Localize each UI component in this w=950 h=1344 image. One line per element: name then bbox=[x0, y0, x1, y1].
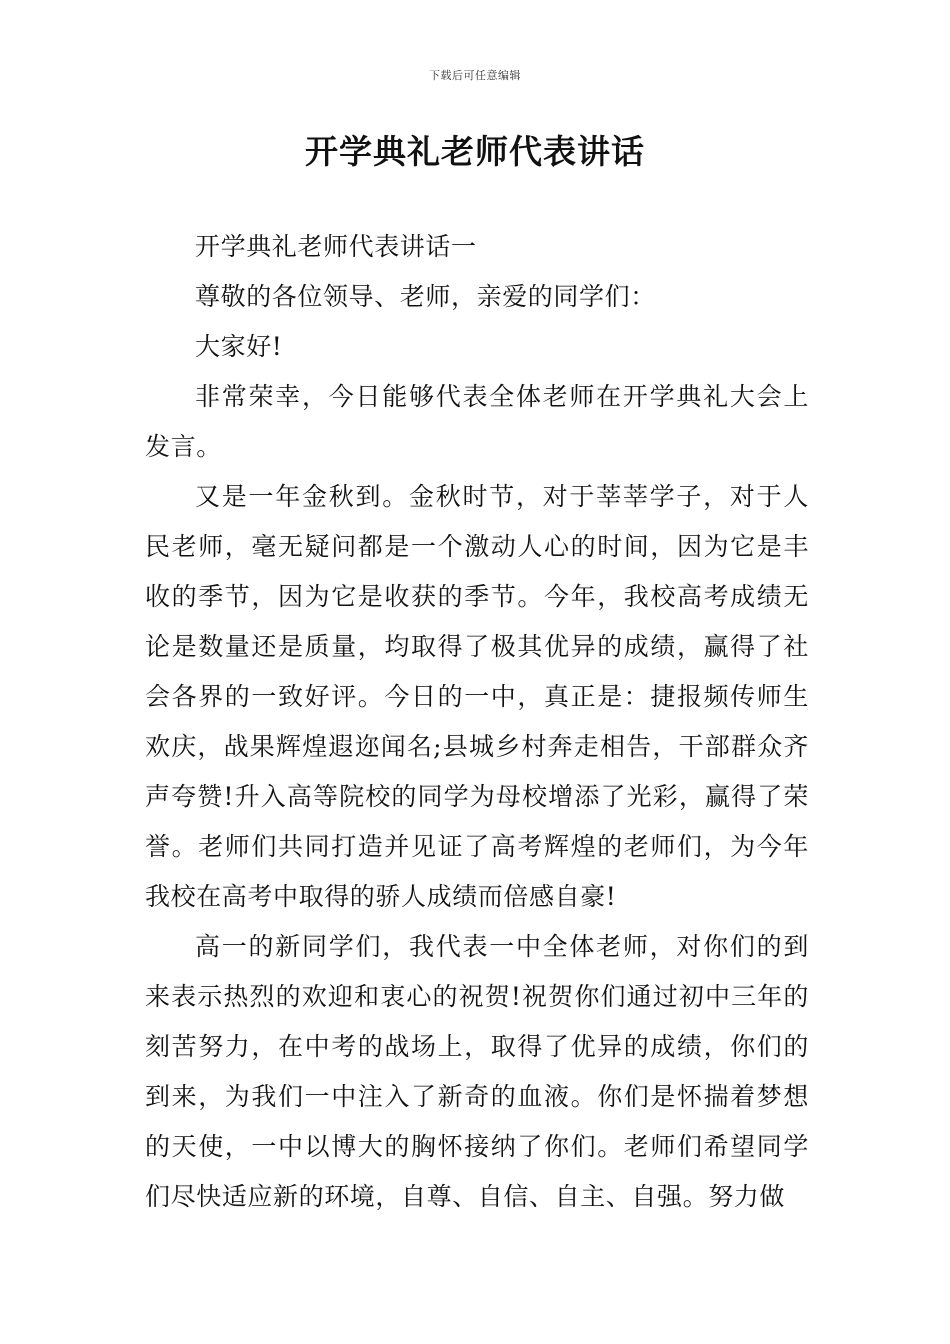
document-body bbox=[145, 222, 809, 1222]
paragraph-subtitle: 开学典礼老师代表讲话一 bbox=[195, 232, 477, 261]
document-title: 开学典礼老师代表讲话 bbox=[305, 132, 645, 171]
paragraph-salutation: 尊敬的各位领导、老师，亲爱的同学们： bbox=[195, 282, 656, 311]
paragraph-achievements: 又是一年金秋到。金秋时节，对于莘莘学子，对于人民老师，毫无疑问都是一个激动人心的时间，因为它是丰收的季节，因为它是收获的季节。今年，我校高考成绩无论是数量还是质量，均取得了极其优异的成绩，赢得了社会各界的一致好评。今日的一中，真正是：捷报频传师生欢庆，战果辉煌遐迩闻名;县城乡村奔走相告，干部群众齐声夸赞!升入高等院校的同学为母校增添了光彩，赢得了荣誉。老师们共同打造并见证了高考辉煌的老师们，为今年我校在高考中取得的骄人成绩而倍感自豪! bbox=[145, 482, 809, 911]
header-note: 下载后可任意编辑 bbox=[429, 69, 521, 82]
paragraph-greeting: 大家好! bbox=[195, 332, 283, 361]
paragraph-welcome: 高一的新同学们，我代表一中全体老师，对你们的到来表示热烈的欢迎和衷心的祝贺!祝贺你们通过初中三年的刻苦努力，在中考的战场上，取得了优异的成绩，你们的到来，为我们一中注入了新奇的血液。你们是怀揣着梦想的天使，一中以博大的胸怀接纳了你们。老师们希望同学们尽快适应新的环境，自尊、自信、自主、自强。努力做 bbox=[145, 932, 809, 1211]
paragraph-intro: 非常荣幸，今日能够代表全体老师在开学典礼大会上发言。 bbox=[145, 382, 809, 461]
